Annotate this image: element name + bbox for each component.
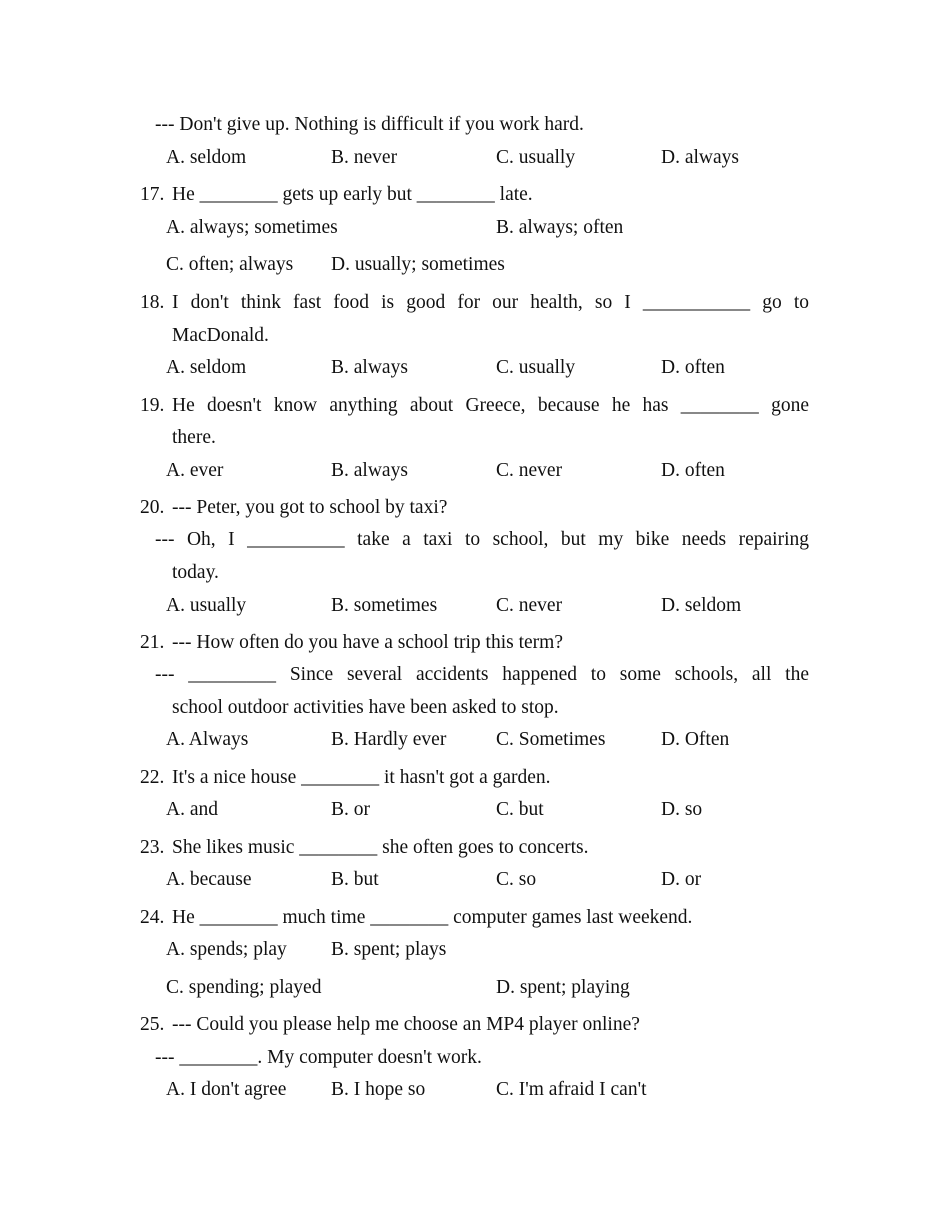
q16-option-d: D. always — [661, 147, 739, 168]
q20-option-b: B. sometimes — [331, 595, 438, 616]
q21-option-a: A. Always — [166, 729, 249, 750]
q17-option-d: D. usually; sometimes — [331, 254, 505, 275]
q22-number: 22. — [140, 767, 165, 788]
q23-option-c: C. so — [496, 869, 537, 890]
q18-stem-line-1: I don't think fast food is good for our health, so I ___________ go to — [172, 292, 809, 313]
q24-option-b: B. spent; plays — [331, 939, 447, 960]
q18-option-b: B. always — [331, 357, 408, 378]
q17-option-b: B. always; often — [496, 217, 624, 238]
q17-stem: He ________ gets up early but ________ late. — [172, 184, 533, 205]
q21-option-b: B. Hardly ever — [331, 729, 447, 750]
q20-reply-line-1: --- Oh, I __________ take a taxi to school, but my bike needs repairing — [155, 529, 809, 550]
q19-number: 19. — [140, 395, 165, 416]
q25-stem: --- Could you please help me choose an MP4 player online? — [172, 1014, 640, 1035]
q22-option-c: C. but — [496, 799, 544, 820]
q25-option-c: C. I'm afraid I can't — [496, 1079, 647, 1100]
q16-option-a: A. seldom — [166, 147, 247, 168]
q18-option-c: C. usually — [496, 357, 576, 378]
q25-number: 25. — [140, 1014, 165, 1035]
q22-stem: It's a nice house ________ it hasn't got a garden. — [172, 767, 551, 788]
q18-number: 18. — [140, 292, 165, 313]
q20-option-a: A. usually — [166, 595, 247, 616]
q23-stem: She likes music ________ she often goes to concerts. — [172, 837, 589, 858]
q19-option-a: A. ever — [166, 460, 224, 481]
q24-stem: He ________ much time ________ computer games last weekend. — [172, 907, 693, 928]
q24-option-c: C. spending; played — [166, 977, 322, 998]
q21-number: 21. — [140, 632, 165, 653]
q17-number: 17. — [140, 184, 165, 205]
q25-reply: --- ________. My computer doesn't work. — [155, 1047, 482, 1068]
q19-option-b: B. always — [331, 460, 408, 481]
q21-option-c: C. Sometimes — [496, 729, 606, 750]
q19-stem-line-2: there. — [172, 427, 216, 448]
q23-option-a: A. because — [166, 869, 252, 890]
q20-stem: --- Peter, you got to school by taxi? — [172, 497, 448, 518]
q19-option-c: C. never — [496, 460, 563, 481]
q23-option-b: B. but — [331, 869, 379, 890]
q23-number: 23. — [140, 837, 165, 858]
q21-reply-line-1: --- _________ Since several accidents happened to some schools, all the — [155, 664, 809, 685]
q18-option-a: A. seldom — [166, 357, 247, 378]
q19-stem-line-1: He doesn't know anything about Greece, because he has ________ gone — [172, 395, 809, 416]
q24-number: 24. — [140, 907, 165, 928]
q21-stem: --- How often do you have a school trip this term? — [172, 632, 563, 653]
q16-option-b: B. never — [331, 147, 398, 168]
q22-option-d: D. so — [661, 799, 703, 820]
q20-number: 20. — [140, 497, 165, 518]
q16-reply: --- Don't give up. Nothing is difficult if you work hard. — [155, 114, 584, 135]
q20-option-d: D. seldom — [661, 595, 742, 616]
q24-option-d: D. spent; playing — [496, 977, 630, 998]
q24-option-a: A. spends; play — [166, 939, 287, 960]
q17-option-a: A. always; sometimes — [166, 217, 338, 238]
q22-option-a: A. and — [166, 799, 218, 820]
q22-option-b: B. or — [331, 799, 370, 820]
q20-option-c: C. never — [496, 595, 563, 616]
q17-option-c: C. often; always — [166, 254, 294, 275]
q18-stem-line-2: MacDonald. — [172, 325, 269, 346]
q25-option-b: B. I hope so — [331, 1079, 426, 1100]
q16-option-c: C. usually — [496, 147, 576, 168]
q19-option-d: D. often — [661, 460, 725, 481]
q20-reply-line-2: today. — [172, 562, 219, 583]
q23-option-d: D. or — [661, 869, 702, 890]
q21-option-d: D. Often — [661, 729, 730, 750]
q21-reply-line-2: school outdoor activities have been asked to stop. — [172, 697, 559, 718]
q18-option-d: D. often — [661, 357, 725, 378]
q25-option-a: A. I don't agree — [166, 1079, 287, 1100]
